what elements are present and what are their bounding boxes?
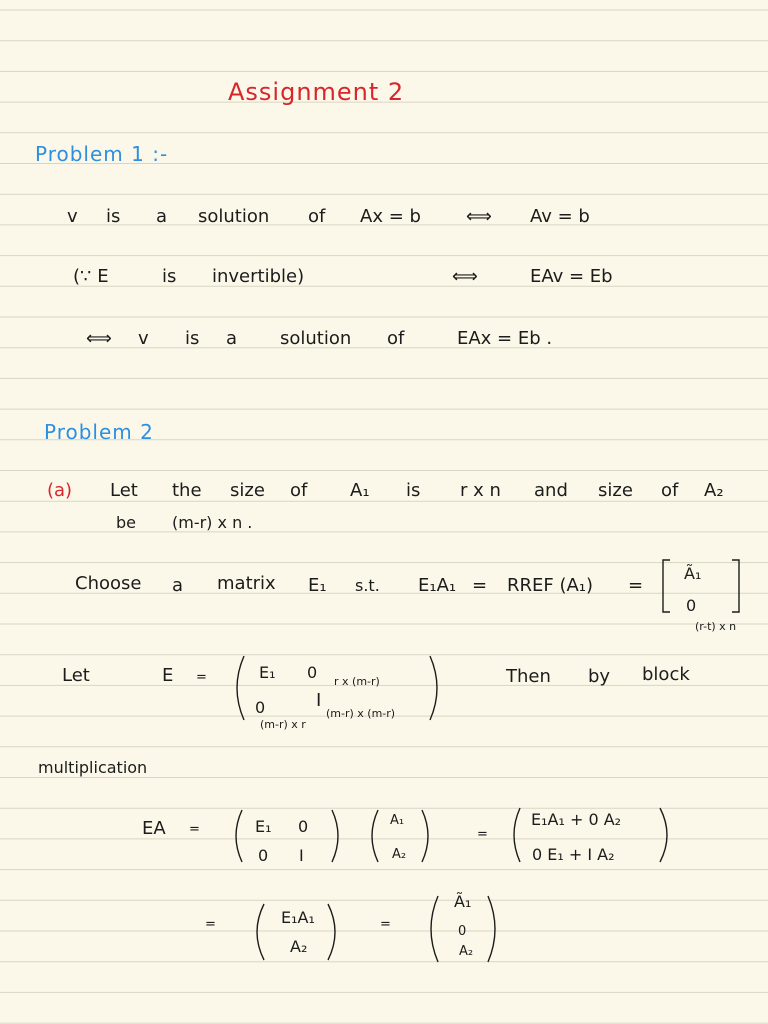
pa-size: size — [230, 480, 265, 501]
fl-m5-zero: 0 — [458, 924, 467, 939]
em-zero-bot-sub: (m-r) x r — [260, 718, 306, 731]
p1l2-eav-eb: EAv = Eb — [530, 266, 613, 287]
p1l1-axb: Ax = b — [360, 206, 421, 227]
ea-m1-parens — [230, 806, 346, 866]
em-identity: I — [316, 690, 322, 711]
ea-eq2: = — [477, 827, 488, 842]
p1l1-a: a — [156, 206, 168, 227]
p1l1-of: of — [308, 206, 326, 227]
em-zero-top-sub: r x (m-r) — [334, 675, 380, 688]
p1l1-avb: Av = b — [530, 206, 590, 227]
rref-a1-tilde: Ã₁ — [684, 564, 702, 583]
rref-brackets — [660, 558, 744, 614]
ea-m1-e1: E₁ — [255, 817, 272, 836]
p1l3-solution: solution — [280, 328, 352, 349]
th-block: block — [642, 664, 690, 685]
em-zero-top: 0 — [307, 663, 318, 682]
p1l2-invertible: invertible) — [212, 266, 305, 287]
multiplication-word: multiplication — [38, 758, 148, 777]
p1l3-of: of — [387, 328, 405, 349]
p1l2-because-e: (∵ E — [73, 266, 109, 287]
p1l2-is: is — [162, 266, 177, 287]
fl-eq1: = — [205, 917, 216, 932]
page-title: Assignment 2 — [228, 78, 405, 106]
pa-size2: size — [598, 480, 633, 501]
ch-eq1: = — [472, 575, 488, 596]
part-a-label: (a) — [47, 480, 73, 501]
p1l1-v: v — [67, 206, 78, 227]
p1l3-eax-eb: EAx = Eb . — [457, 328, 553, 349]
th-then: Then — [506, 666, 551, 687]
le-let: Let — [62, 665, 90, 686]
pa-of: of — [290, 480, 308, 501]
ch-st: s.t. — [355, 576, 380, 595]
p1l1-iff: ⟺ — [466, 206, 492, 227]
p1l2-iff: ⟺ — [452, 266, 478, 287]
ea-m2-a1: A₁ — [390, 813, 405, 828]
p1l3-a: a — [226, 328, 238, 349]
p1l1-is: is — [106, 206, 121, 227]
ea-m1-i: I — [299, 846, 304, 865]
fl-m5-a1-tilde: Ã₁ — [454, 892, 472, 911]
fl-m5-a2: A₂ — [459, 944, 474, 959]
p1l3-v: v — [138, 328, 149, 349]
pa-of2: of — [661, 480, 679, 501]
pa-is: is — [406, 480, 421, 501]
th-by: by — [588, 666, 611, 687]
ch-rref: RREF (A₁) — [507, 575, 594, 596]
problem2-heading: Problem 2 — [44, 420, 154, 444]
fl-m4-e1a1: E₁A₁ — [281, 908, 315, 927]
ea-m2-a2: A₂ — [392, 847, 407, 862]
em-zero-bot: 0 — [255, 698, 266, 717]
ea-lhs: EA — [142, 818, 166, 839]
ea-m1-0a: 0 — [298, 817, 309, 836]
fl-m4-a2: A₂ — [290, 937, 308, 956]
ch-eq2: = — [628, 575, 644, 596]
ea-m3-row1: E₁A₁ + 0 A₂ — [531, 810, 622, 829]
ea-eq1: = — [189, 822, 200, 837]
pa-m-r-xn: (m-r) x n . — [172, 513, 253, 532]
pa-a1: A₁ — [350, 480, 370, 501]
fl-eq2: = — [380, 917, 391, 932]
rref-sub: (r-t) x n — [695, 620, 737, 633]
ch-matrix: matrix — [217, 573, 276, 594]
ch-e1a1: E₁A₁ — [418, 575, 457, 596]
p1l1-solution: solution — [198, 206, 270, 227]
pa-rxn: r x n — [460, 480, 501, 501]
ea-m1-0b: 0 — [258, 846, 269, 865]
pa-and: and — [534, 480, 568, 501]
p1l3-is: is — [185, 328, 200, 349]
p1l3-iff: ⟺ — [86, 328, 112, 349]
em-e1: E₁ — [259, 663, 276, 682]
pa-the: the — [172, 480, 202, 501]
problem1-heading: Problem 1 :- — [35, 142, 169, 166]
le-e: E — [162, 665, 174, 686]
pa-a2: A₂ — [704, 480, 724, 501]
ch-a: a — [172, 575, 184, 596]
ch-choose: Choose — [75, 573, 142, 594]
em-identity-sub: (m-r) x (m-r) — [326, 707, 396, 720]
ch-e1: E₁ — [308, 575, 327, 596]
le-eq: = — [196, 670, 207, 685]
rref-zero: 0 — [686, 596, 697, 615]
pa-be: be — [116, 513, 136, 532]
ea-m3-row2: 0 E₁ + I A₂ — [532, 845, 615, 864]
pa-let: Let — [110, 480, 138, 501]
